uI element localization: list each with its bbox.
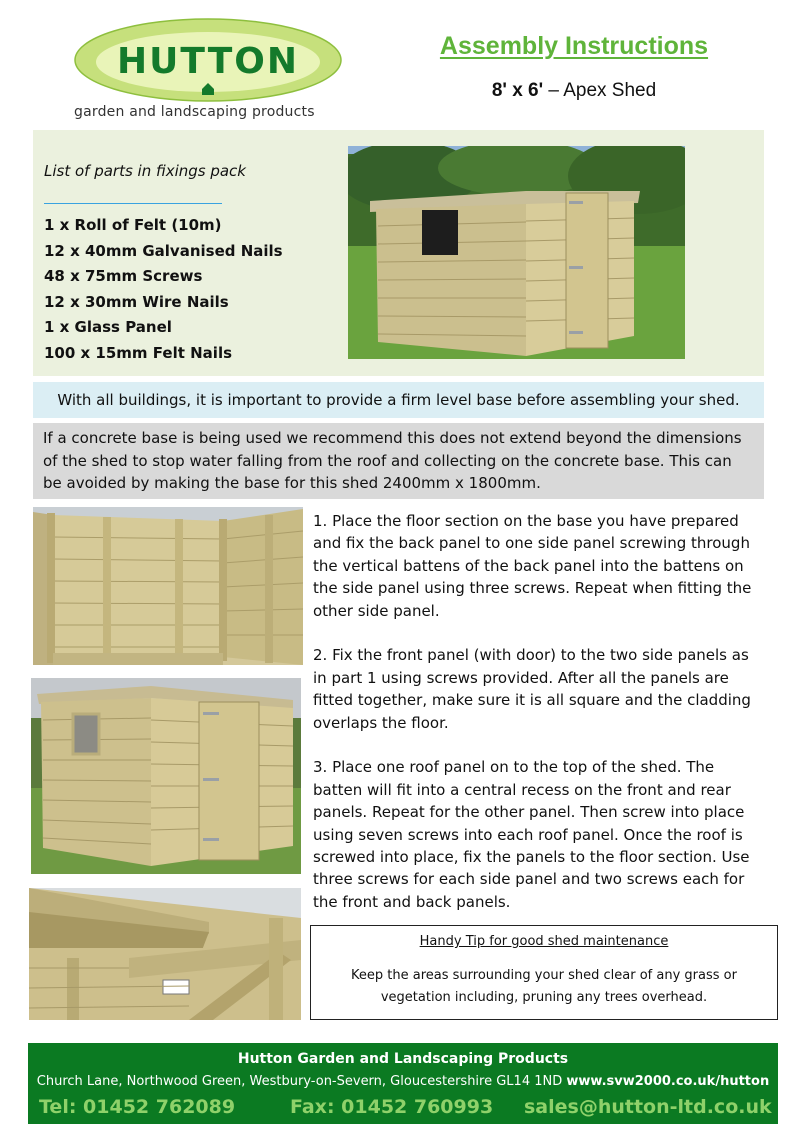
page-title: Assembly Instructions [439,32,709,60]
note-concrete-base: If a concrete base is being used we recommend this does not extend beyond the dimensions of the shed to stop water falling from the roof and collecting on the concrete base. This can be avoided by making the base for this shed 2400mm x 1800mm. [33,423,764,499]
photo-panels-assembled [33,507,303,665]
note-level-base: With all buildings, it is important to provide a firm level base before assembling your shed. [33,382,764,418]
footer-telephone: Tel: 01452 762089 [39,1096,236,1118]
footer [28,1043,778,1124]
photo-front-panel [31,678,301,874]
footer-fax: Fax: 01452 760993 [290,1096,494,1118]
parts-item: 12 x 40mm Galvanised Nails [44,241,283,260]
parts-item: 100 x 15mm Felt Nails [44,343,233,362]
parts-item: 1 x Glass Panel [44,318,172,337]
step-3: 3. Place one roof panel on to the top of the shed. The batten will fit into a central recess on the front and rear panels. Repeat for the other panel. Then screw into place using seven screws into each roof panel. Once the roof is screwed into place, fix the panels to the floor section. Use three screws for each side panel and two screws each for the front and back panels. [313,758,750,911]
brand-tagline: garden and landscaping products [74,104,315,120]
shed-size: 8' x 6' [491,80,544,101]
shed-photo-main [348,146,685,359]
hutton-logo [74,18,342,102]
parts-item: 48 x 75mm Screws [44,267,203,286]
page-subtitle [424,80,724,102]
parts-item: 1 x Roll of Felt (10m) [44,216,222,234]
step-1: 1. Place the floor section on the base you have prepared and fix the back panel to one side panel screwing through the vertical battens of the back panel into the battens on the side panel using three screws. Repeat when fitting the other side panel. [313,512,752,620]
step-2: 2. Fix the front panel (with door) to the two side panels as in part 1 using screws provided. After all the panels are fitted together, make sure it is all square and the cladding overlaps the floor. [313,646,751,732]
parts-divider [44,203,222,204]
footer-company: Hutton Garden and Landscaping Products [237,1051,569,1067]
shed-type: – Apex Shed [543,80,657,101]
tip-text: Keep the areas surrounding your shed clear of any grass or vegetation including, pruning any trees overhead. [351,968,737,1005]
footer-address-text: Church Lane, Northwood Green, Westbury-on-Severn, Gloucestershire GL14 1ND [36,1074,567,1089]
assembly-steps [313,510,753,936]
parts-list [44,213,283,367]
footer-email-link[interactable]: sales@hutton-ltd.co.uk [524,1096,772,1118]
footer-website-link[interactable]: www.svw2000.co.uk/hutton [566,1074,770,1089]
parts-heading: List of parts in fixings pack [44,162,246,180]
tip-box [310,925,778,1020]
photo-roof-interior [29,888,301,1020]
parts-item: 12 x 30mm Wire Nails [44,292,229,311]
svg-text:HUTTON: HUTTON [116,41,300,82]
tip-title: Handy Tip for good shed maintenance [419,934,669,949]
footer-address [28,1074,778,1089]
